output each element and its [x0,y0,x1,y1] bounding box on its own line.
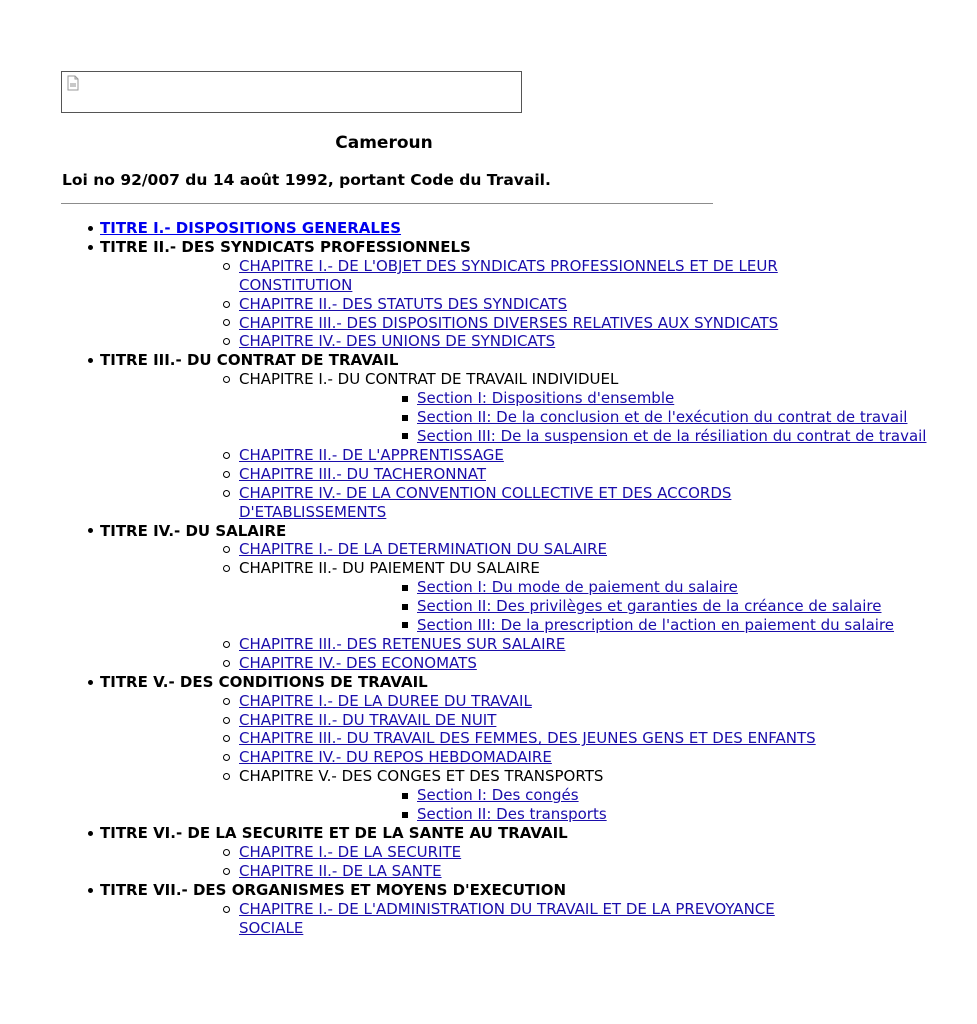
toc-chapitre-item [100,332,768,351]
bullet-circle-icon [219,654,233,673]
toc-link[interactable]: Section I: Dispositions d'ensemble [417,389,675,408]
toc-chapitre-item [100,635,768,654]
divider [61,203,713,204]
toc-list-level-3 [239,389,927,446]
toc-section-item [239,597,882,616]
bullet-circle-icon [219,540,233,559]
broken-image-icon [67,75,79,91]
toc-chapitre-item [100,654,768,673]
toc-link[interactable]: CHAPITRE I.- DE LA DETERMINATION DU SALAIRE [239,540,608,559]
toc-list-level-2 [100,256,779,352]
toc-list-level-2 [100,540,895,672]
toc-section-item [239,408,908,427]
toc-list-level-2 [100,899,775,938]
toc-link[interactable]: TITRE I.- DISPOSITIONS GENERALES [100,219,402,237]
toc-section-item [239,426,927,446]
toc-link[interactable]: CHAPITRE I.- DE L'ADMINISTRATION DU TRAVAIL ET DE LA PREVOYANCE SOCIALE [239,899,775,937]
toc-chapitre-item [100,465,768,484]
toc-list-level-3 [239,578,895,635]
toc-heading-text: CHAPITRE I.- DU CONTRAT DE TRAVAIL INDIVIDUEL [239,370,619,389]
bullet-disc-icon [83,238,97,257]
bullet-disc-icon [83,522,97,541]
bullet-circle-icon [219,446,233,465]
bullet-circle-icon [219,465,233,484]
toc-link[interactable]: CHAPITRE IV.- DES ECONOMATS [239,653,477,672]
bullet-square-icon [398,427,412,446]
toc-link[interactable]: CHAPITRE II.- DES STATUTS DES SYNDICATS [239,294,568,313]
bullet-circle-icon [219,862,233,881]
toc-chapitre-item [100,899,775,938]
bullet-circle-icon [219,370,233,389]
toc-chapitre-item [100,767,768,824]
toc-link[interactable]: CHAPITRE II.- DE L'APPRENTISSAGE [239,445,504,464]
bullet-disc-icon [83,673,97,692]
toc-link[interactable]: Section III: De la prescription de l'action en paiement du salaire [417,616,895,635]
toc-heading-text: CHAPITRE V.- DES CONGES ET DES TRANSPORTS [239,767,604,786]
toc-chapitre-item [100,446,768,465]
toc-heading-text: TITRE II.- DES SYNDICATS PROFESSIONNELS [100,237,471,256]
toc-heading-text: TITRE V.- DES CONDITIONS DE TRAVAIL [100,672,428,691]
toc-chapitre-item [100,540,768,559]
toc-titre-item [0,351,927,521]
toc-link[interactable]: Section II: Des privilèges et garanties de la créance de salaire [417,597,882,616]
bullet-circle-icon [219,314,233,333]
bullet-disc-icon [83,219,97,238]
table-of-contents [0,219,927,937]
toc-link[interactable]: CHAPITRE III.- DES RETENUES SUR SALAIRE [239,634,566,653]
bullet-square-icon [398,805,412,824]
toc-heading-text: TITRE IV.- DU SALAIRE [100,521,287,540]
toc-link[interactable]: CHAPITRE III.- DES DISPOSITIONS DIVERSES RELATIVES AUX SYNDICATS [239,313,779,332]
bullet-square-icon [398,616,412,635]
toc-heading-text: CHAPITRE II.- DU PAIEMENT DU SALAIRE [239,559,540,578]
toc-chapitre-item [100,729,816,748]
toc-section-item [239,616,895,635]
bullet-square-icon [398,408,412,427]
law-subtitle: Loi no 92/007 du 14 août 1992, portant Code du Travail. [62,171,551,189]
bullet-circle-icon [219,729,233,748]
toc-chapitre-item [100,748,768,767]
toc-section-item [239,389,768,408]
toc-link[interactable]: CHAPITRE II.- DU TRAVAIL DE NUIT [239,710,497,729]
toc-chapitre-item [100,843,768,862]
toc-list-level-2 [100,370,927,521]
bullet-circle-icon [219,748,233,767]
toc-titre-item [0,521,895,673]
toc-chapitre-item [100,559,895,635]
bullet-square-icon [398,578,412,597]
bullet-circle-icon [219,843,233,862]
toc-list-level-1 [0,219,927,937]
bullet-circle-icon [219,559,233,578]
toc-section-item [239,786,768,805]
toc-link[interactable]: Section II: Des transports [417,805,607,824]
toc-link[interactable]: Section II: De la conclusion et de l'exécution du contrat de travail [417,408,908,427]
toc-list-level-2 [100,691,816,824]
toc-link[interactable]: CHAPITRE IV.- DES UNIONS DE SYNDICATS [239,332,556,351]
bullet-circle-icon [219,711,233,730]
toc-link[interactable]: CHAPITRE I.- DE LA SECURITE [239,842,462,861]
toc-link[interactable]: CHAPITRE I.- DE LA DUREE DU TRAVAIL [239,691,532,710]
bullet-circle-icon [219,767,233,786]
toc-chapitre-item [100,370,927,446]
bullet-circle-icon [219,692,233,711]
toc-chapitre-item [100,711,768,730]
toc-heading-text: TITRE III.- DU CONTRAT DE TRAVAIL [100,351,399,370]
bullet-circle-icon [219,257,233,276]
toc-link[interactable]: Section III: De la suspension et de la résiliation du contrat de travail [417,426,927,445]
bullet-square-icon [398,389,412,408]
toc-section-item [239,805,768,824]
toc-list-level-2 [100,843,768,881]
bullet-circle-icon [219,635,233,654]
bullet-disc-icon [83,824,97,843]
toc-titre-item [0,237,779,351]
page-title: Cameroun [335,133,433,153]
toc-link[interactable]: CHAPITRE IV.- DU REPOS HEBDOMADAIRE [239,748,552,767]
toc-link[interactable]: Section I: Du mode de paiement du salaire [417,578,738,597]
toc-chapitre-item [100,484,768,522]
header-image-placeholder [61,71,522,113]
bullet-circle-icon [219,332,233,351]
toc-titre-item [0,672,816,824]
toc-titre-item [0,824,768,881]
toc-chapitre-item [100,256,778,295]
bullet-circle-icon [219,484,233,503]
toc-link[interactable]: Section I: Des congés [417,786,579,805]
bullet-square-icon [398,597,412,616]
toc-heading-text: TITRE VI.- DE LA SECURITE ET DE LA SANTE AU TRAVAIL [100,824,568,842]
toc-list-level-3 [239,786,768,824]
toc-heading-text: TITRE VII.- DES ORGANISMES ET MOYENS D'EXECUTION [100,880,567,899]
bullet-disc-icon [83,881,97,900]
toc-link[interactable]: CHAPITRE III.- DU TRAVAIL DES FEMMES, DES JEUNES GENS ET DES ENFANTS [239,729,816,748]
toc-chapitre-item [100,692,768,711]
bullet-square-icon [398,786,412,805]
toc-link[interactable]: CHAPITRE III.- DU TACHERONNAT [239,464,486,483]
toc-titre-item [0,219,768,238]
toc-chapitre-item [100,295,768,314]
toc-chapitre-item [100,862,768,881]
toc-link[interactable]: CHAPITRE IV.- DE LA CONVENTION COLLECTIVE ET DES ACCORDS D'ETABLISSEMENTS [239,483,732,521]
toc-section-item [239,578,768,597]
bullet-circle-icon [219,295,233,314]
toc-link[interactable]: CHAPITRE I.- DE L'OBJET DES SYNDICATS PROFESSIONNELS ET DE LEUR CONSTITUTION [239,256,778,294]
bullet-circle-icon [219,900,233,919]
bullet-disc-icon [83,351,97,370]
toc-link[interactable]: CHAPITRE II.- DE LA SANTE [239,861,442,880]
toc-titre-item [0,880,775,938]
toc-chapitre-item [100,313,779,333]
